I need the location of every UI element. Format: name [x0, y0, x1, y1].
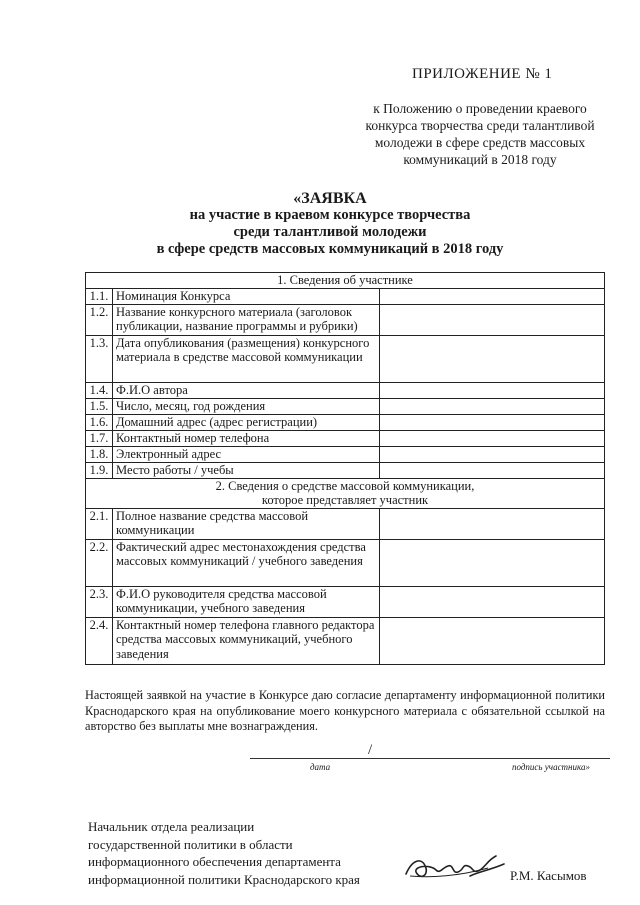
signatory-position-line: информационной политики Краснодарского края [88, 871, 360, 887]
row-label: Домашний адрес (адрес регистрации) [113, 414, 380, 430]
row-label: Ф.И.О руководителя средства массовой коммуникации, учебного заведения [113, 586, 380, 617]
signature-caption: подпись участника» [512, 762, 591, 772]
section-heading-row [86, 478, 605, 508]
table-row [86, 586, 605, 617]
date-signature-separator: / [368, 742, 373, 758]
row-value-field[interactable] [380, 446, 605, 462]
row-value-field[interactable] [380, 335, 605, 382]
table-row [86, 304, 605, 335]
section2-heading [86, 478, 605, 508]
row-number: 1.9. [86, 462, 113, 478]
row-number: 1.2. [86, 304, 113, 335]
table-row [86, 288, 605, 304]
signatory-position-line: информационного обеспечения департамента [88, 854, 341, 869]
signatory-position [88, 818, 360, 888]
appendix-title: ПРИЛОЖЕНИЕ № 1 [412, 66, 553, 82]
signatory-name: Р.М. Касымов [510, 868, 587, 883]
row-value-field[interactable] [380, 430, 605, 446]
date-caption: дата [310, 762, 331, 772]
consent-paragraph: Настоящей заявкой на участие в Конкурсе даю согласие департаменту информационной политики Краснодарского края на опубликование моего конкурсного материала с обязательной ссылкой на авторство без выплаты мне вознаграждения. [85, 688, 605, 733]
row-label: Название конкурсного материала (заголовок публикации, название программы и рубрики) [113, 304, 380, 335]
row-label: Электронный адрес [113, 446, 380, 462]
handwritten-signature [400, 846, 510, 891]
row-value-field[interactable] [380, 462, 605, 478]
application-title [60, 190, 600, 258]
row-number: 1.1. [86, 288, 113, 304]
application-title-line: «ЗАЯВКА [293, 190, 367, 207]
row-label: Контактный номер телефона [113, 430, 380, 446]
appendix-subtitle-line: конкурса творчества среди талантливой [365, 118, 595, 133]
row-number: 2.4. [86, 617, 113, 664]
row-value-field[interactable] [380, 586, 605, 617]
row-label: Дата опубликования (размещения) конкурсного материала в средстве массовой коммуникации [113, 335, 380, 382]
row-number: 1.7. [86, 430, 113, 446]
table-row [86, 430, 605, 446]
row-number: 1.6. [86, 414, 113, 430]
row-label: Фактический адрес местонахождения средства массовых коммуникаций / учебного заведения [113, 539, 380, 586]
table-row [86, 617, 605, 664]
table-row [86, 398, 605, 414]
row-number: 1.5. [86, 398, 113, 414]
row-value-field[interactable] [380, 382, 605, 398]
row-label: Номинация Конкурса [113, 288, 380, 304]
section2-heading-line: 2. Сведения о средстве массовой коммуникации, [215, 478, 475, 493]
row-value-field[interactable] [380, 617, 605, 664]
row-number: 1.4. [86, 382, 113, 398]
table-row [86, 335, 605, 382]
appendix-subtitle-line: молодежи в сфере средств массовых [374, 135, 586, 150]
signatory-position-line: государственной политики в области [88, 836, 293, 852]
application-form-table [85, 272, 605, 665]
row-number: 1.3. [86, 335, 113, 382]
row-number: 1.8. [86, 446, 113, 462]
row-label: Контактный номер телефона главного редактора средства массовых коммуникаций, учебного заведения [113, 617, 380, 664]
section2-heading-line: которое представляет участник [261, 493, 429, 507]
table-row [86, 382, 605, 398]
application-title-line: среди талантливой молодежи [233, 224, 427, 240]
row-number: 2.2. [86, 539, 113, 586]
row-label: Ф.И.О автора [113, 382, 380, 398]
appendix-subtitle [345, 100, 615, 168]
row-value-field[interactable] [380, 288, 605, 304]
section1-heading: 1. Сведения об участнике [86, 273, 605, 289]
appendix-subtitle-line: к Положению о проведении краевого [373, 101, 587, 116]
row-value-field[interactable] [380, 539, 605, 586]
appendix-subtitle-line: коммуникаций в 2018 году [403, 152, 557, 167]
row-value-field[interactable] [380, 508, 605, 539]
table-row [86, 446, 605, 462]
application-title-line: в сфере средств массовых коммуникаций в 2018 году [156, 241, 504, 257]
row-number: 2.1. [86, 508, 113, 539]
application-title-line: на участие в краевом конкурсе творчества [189, 207, 471, 223]
row-number: 2.3. [86, 586, 113, 617]
row-value-field[interactable] [380, 414, 605, 430]
table-row [86, 462, 605, 478]
table-row [86, 539, 605, 586]
row-label: Число, месяц, год рождения [113, 398, 380, 414]
row-label: Полное название средства массовой коммуникации [113, 508, 380, 539]
row-label: Место работы / учебы [113, 462, 380, 478]
signatory-position-line: Начальник отдела реализации [88, 819, 255, 834]
row-value-field[interactable] [380, 398, 605, 414]
date-signature-line[interactable] [250, 758, 610, 759]
table-row [86, 508, 605, 539]
table-row [86, 414, 605, 430]
signature-date-area [250, 744, 610, 774]
row-value-field[interactable] [380, 304, 605, 335]
section-heading-row [86, 273, 605, 289]
